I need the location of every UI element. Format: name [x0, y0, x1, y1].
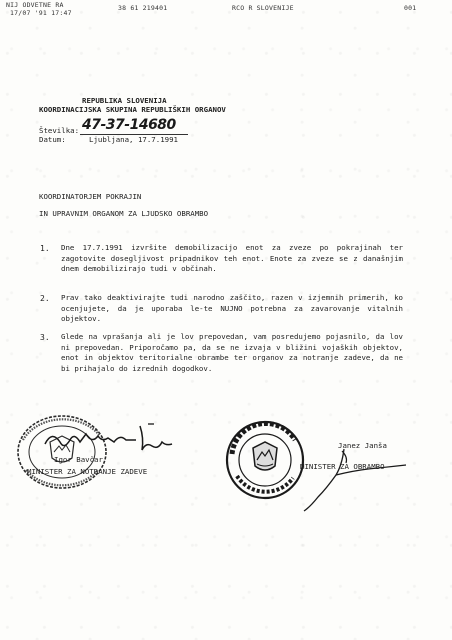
paragraph-1-text: Dne 17.7.1991 izvršite demobilizacijo enot za zveze po pokrajinah ter zagotovite dosegljivost pripadnikov teh enot. Enote za zveze se z današnjim dnem demobilizirajo tudi v občinah. [61, 243, 403, 273]
signature-bavcar [40, 420, 190, 460]
fax-phone-number: 38 61 219401 [118, 4, 168, 12]
paragraph-3-number: 3. [40, 333, 50, 342]
date-label: Datum: [39, 135, 66, 144]
recipient-line-2: IN UPRAVNIM ORGANOM ZA LJUDSKO OBRAMBO [39, 209, 209, 218]
signatory-right-title: MINISTER ZA OBRAMBO [300, 462, 385, 471]
paragraph-1-number: 1. [40, 244, 50, 253]
date-value: Ljubljana, 17.7.1991 [89, 135, 178, 144]
letterhead-organization: KOORDINACIJSKA SKUPINA REPUBLIŠKIH ORGANOV [39, 105, 226, 114]
fax-header-line1: NIJ ODVETNE RA [6, 1, 64, 9]
recipient-line-1: KOORDINATORJEM POKRAJIN [39, 192, 142, 201]
signatory-left-title: MINISTER ZA NOTRANJE ZADEVE [27, 467, 148, 476]
paragraph-2-text: Prav tako deaktivirajte tudi narodno zaščito, razen v izjemnih primerih, ko ocenjujete, da je uporaba le-te NUJNO potrebna za zavarovanje vitalnih objektov. [61, 293, 403, 323]
fax-timestamp: 17/07 '91 17:47 [10, 9, 72, 17]
reference-number-label: Številka: [39, 126, 80, 135]
paragraph-3-text: Glede na vprašanja ali je lov prepovedan, vam posredujemo pojasnilo, da lov ni prepovedan. Priporočamo pa, da se ne izvaja v bližini vojaških objektov, enot in objektov teritorialne obrambe ter organov za notranje zadeve, da ne bi prihajalo do izrednih dogodkov. [61, 332, 403, 373]
fax-page-marker: 001 [404, 4, 417, 12]
defence-ministry-stamp [223, 418, 307, 502]
signatory-left-name: Igor Bavčar [54, 455, 103, 464]
paragraph-2-number: 2. [40, 294, 50, 303]
reference-number-value: 47-37-14680 [82, 117, 176, 133]
letterhead-country: REPUBLIKA SLOVENIJA [82, 96, 167, 105]
fax-sender: RCO R SLOVENIJE [232, 4, 294, 12]
signatory-right-name: Janez Janša [338, 441, 387, 450]
signature-jansa [296, 445, 416, 515]
